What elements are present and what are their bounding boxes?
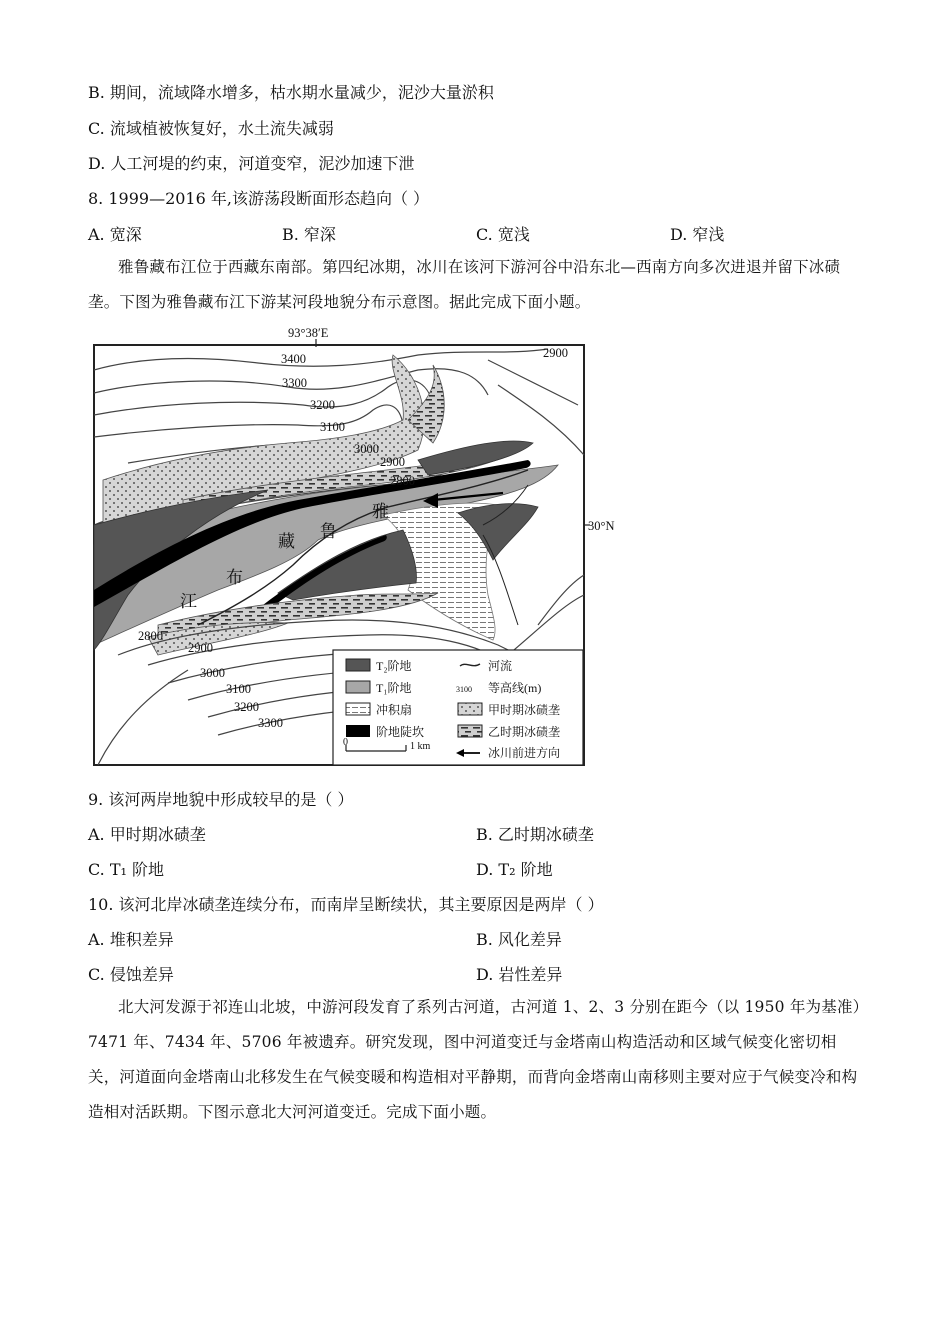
q10-option-d: D. 岩性差异 <box>476 965 563 984</box>
contour-label-s-2900: 2900 <box>188 641 213 655</box>
q10-option-c: C. 侵蚀差异 <box>88 965 174 984</box>
river-label-1: 雅 <box>372 502 389 521</box>
contour-label-n-3200: 3200 <box>310 398 335 412</box>
q9-stem: 9. 该河两岸地貌中形成较早的是（ ） <box>88 790 354 809</box>
legend-contour: 等高线(m) <box>488 681 542 695</box>
q8-option-c: C. 宽浅 <box>476 225 530 244</box>
contour-label-ne: 2900 <box>543 346 568 360</box>
contour-label-s-3300: 3300 <box>258 716 283 730</box>
q8-option-b: B. 窄深 <box>282 225 336 244</box>
q7-option-d: D. 人工河堤的约束，河道变窄，泥沙加速下泄 <box>88 154 415 173</box>
q9-option-b: B. 乙时期冰碛垄 <box>476 825 594 844</box>
legend-scale-0: 0 <box>343 737 348 748</box>
legend-scale-1: 1 km <box>410 741 431 752</box>
q8-option-a: A. 宽深 <box>88 225 142 244</box>
q8-option-d: D. 窄浅 <box>670 225 725 244</box>
contour-label-s-3100: 3100 <box>226 682 251 696</box>
river-label-4: 布 <box>226 568 243 587</box>
q10-stem: 10. 该河北岸冰碛垄连续分布，而南岸呈断续状，其主要原因是两岸（ ） <box>88 895 604 914</box>
latitude-label: 30°N <box>588 519 615 533</box>
map-legend <box>333 650 583 765</box>
legend-moraine-a: 甲时期冰碛垄 <box>488 703 561 717</box>
contour-label-s-3000: 3000 <box>200 666 225 680</box>
legend-river: 河流 <box>488 659 513 673</box>
legend-contour-sample: 3100 <box>456 685 472 694</box>
q9-option-a: A. 甲时期冰碛垄 <box>88 825 206 844</box>
legend-t2: T₂阶地 <box>376 659 412 673</box>
contour-label-s-3200: 3200 <box>234 700 259 714</box>
legend-fan: 冲积扇 <box>376 703 413 717</box>
legend-t1: T₁阶地 <box>376 681 412 695</box>
passage-yarlung: 雅鲁藏布江位于西藏东南部。第四纪冰期，冰川在该河下游河谷中沿东北—西南方向多次进退并留下冰碛垄。下图为雅鲁藏布江下游某河段地貌分布示意图。据此完成下面小题。 <box>88 258 841 311</box>
legend-glacier: 冰川前进方向 <box>488 746 561 760</box>
q7-option-b: B. 期间，流域降水增多，枯水期水量减少，泥沙大量淤积 <box>88 83 494 102</box>
contour-label-n-3400: 3400 <box>281 352 306 366</box>
contour-label-n-3100: 3100 <box>320 420 345 434</box>
q9-option-d: D. T₂ 阶地 <box>476 860 553 879</box>
river-label-3: 藏 <box>278 532 295 551</box>
river-label-5: 江 <box>180 592 197 611</box>
contour-label-n-2800: 2800 <box>390 474 415 488</box>
contour-label-n-2900: 2900 <box>380 455 405 469</box>
passage-beida-river: 北大河发源于祁连山北坡，中游河段发育了系列古河道，古河道 1、2、3 分别在距今（以 1950 年为基准）7471 年、7434 年、5706 年被遗弃。研究发现，图中河道变迁与金塔南山构造活动和区域气候变化密切相关，河道面向金塔南山北移发生在气候变暖和构造相对平静期，而背向金塔南山南移则主要对应于气候变冷和构造相对活跃期。下图示意北大河河道变迁。完成下面小题。 <box>88 998 861 1121</box>
q8-stem: 8. 1999—2016 年,该游荡段断面形态趋向（ ） <box>88 189 430 208</box>
q7-option-c: C. 流域植被恢复好，水土流失减弱 <box>88 119 334 138</box>
river-label-2: 鲁 <box>320 522 337 541</box>
contour-label-n-3000: 3000 <box>354 442 379 456</box>
q10-option-b: B. 风化差异 <box>476 930 562 949</box>
contour-label-n-3300: 3300 <box>282 376 307 390</box>
legend-moraine-b: 乙时期冰碛垄 <box>488 725 561 739</box>
contour-label-s-2800: 2800 <box>138 629 163 643</box>
legend-scarp: 阶地陡坎 <box>376 725 425 739</box>
q9-option-c: C. T₁ 阶地 <box>88 860 165 879</box>
longitude-label: 93°38′E <box>288 326 329 340</box>
landform-map <box>88 325 628 770</box>
q10-option-a: A. 堆积差异 <box>88 930 174 949</box>
